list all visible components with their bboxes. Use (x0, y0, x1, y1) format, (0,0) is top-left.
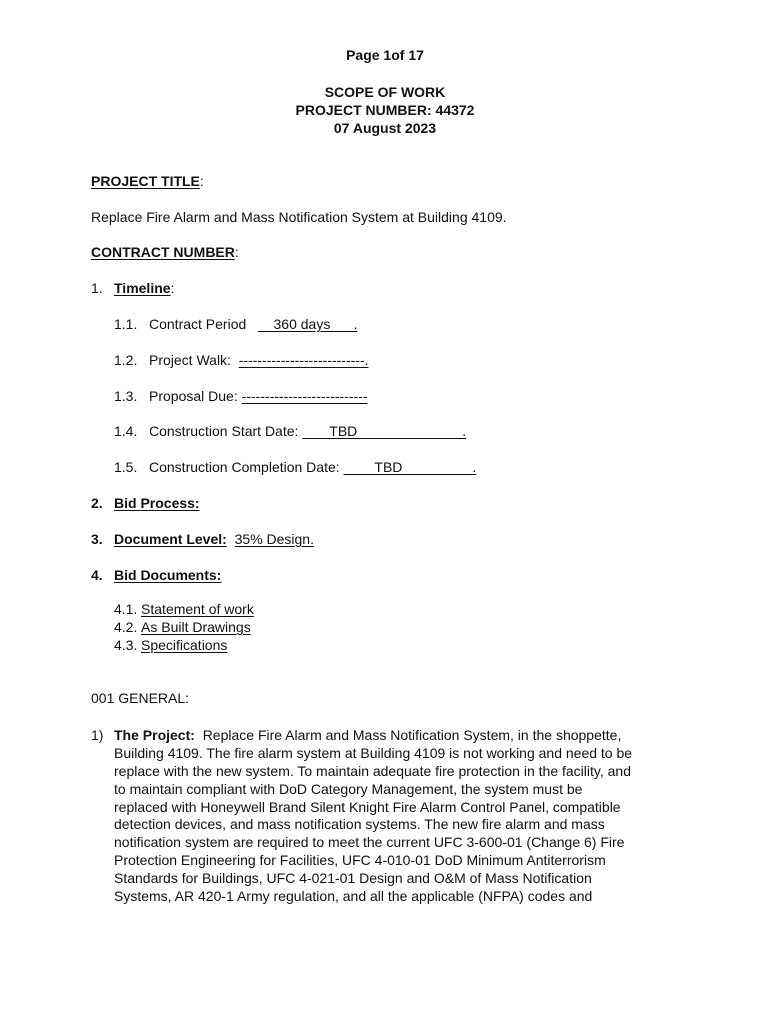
general-item-line: replace with the new system. To maintain adequate fire protection in the facility, and (114, 763, 631, 779)
timeline-item-project-walk (114, 352, 137, 369)
bid-documents-heading: Bid Documents: (114, 567, 222, 583)
project-title-heading (91, 173, 204, 190)
page-number: Page 1of 17 (346, 47, 424, 63)
bid-process-number: 2. (91, 495, 103, 511)
general-item-line: Standards for Buildings, UFC 4-021-01 Design and O&M of Mass Notification (114, 870, 592, 886)
timeline-item-number: 1.2. (114, 352, 138, 368)
bid-document-number: 4.1. (114, 601, 138, 617)
timeline-item-value: ---------------------------. (238, 352, 369, 368)
timeline-number: 1. (91, 280, 103, 296)
bid-document-statement-of-work[interactable]: Statement of work (141, 601, 254, 617)
bid-process-heading: Bid Process: (114, 495, 200, 511)
timeline-item-proposal-due-text (149, 388, 368, 405)
general-item-line: Replace Fire Alarm and Mass Notification System, in the shoppette, (202, 727, 622, 743)
timeline-item-value: 360 days . (257, 316, 358, 332)
bid-document-item (114, 601, 137, 618)
document-title: SCOPE OF WORK (324, 84, 446, 100)
timeline-item-number: 1.5. (114, 459, 138, 475)
bid-documents-number: 4. (91, 567, 103, 583)
timeline-item-label: Project Walk: (149, 352, 231, 368)
general-item-title: The Project: (114, 727, 195, 743)
timeline-colon: : (170, 280, 175, 296)
timeline-item-label: Construction Start Date: (149, 423, 299, 439)
timeline-title (114, 280, 174, 297)
timeline-item-number: 1.3. (114, 388, 138, 404)
contract-number-colon: : (234, 244, 239, 260)
timeline-item-project-walk-text (149, 352, 369, 369)
bid-document-item (114, 619, 137, 636)
timeline-heading (91, 280, 103, 297)
bid-document-number: 4.3. (114, 637, 138, 653)
contract-number-heading (91, 244, 239, 261)
general-item-line: detection devices, and mass notification systems. The new fire alarm and mass (114, 816, 605, 832)
project-number: PROJECT NUMBER: 44372 (295, 102, 475, 118)
document-level-label: Document Level: (114, 531, 227, 547)
timeline-item-completion-date (114, 459, 137, 476)
document-date: 07 August 2023 (333, 120, 437, 136)
timeline-item-proposal-due (114, 388, 137, 405)
document-level-number: 3. (91, 531, 103, 547)
timeline-item-contract-period-text (149, 316, 358, 333)
timeline-item-number: 1.1. (114, 316, 138, 332)
general-item-line: to maintain compliant with DoD Category Management, the system must be (114, 781, 583, 797)
bid-document-as-built-drawings[interactable]: As Built Drawings (141, 619, 251, 635)
timeline-item-start-date-text (149, 423, 466, 440)
timeline-label: Timeline (114, 280, 171, 296)
bid-document-specifications[interactable]: Specifications (141, 637, 228, 653)
timeline-item-label: Proposal Due: (149, 388, 238, 404)
general-item-line: notification system are required to meet the current UFC 3-600-01 (Change 6) Fire (114, 834, 625, 850)
general-item-line: Protection Engineering for Facilities, UFC 4-010-01 DoD Minimum Antiterrorism (114, 852, 606, 868)
timeline-item-value: TBD . (343, 459, 477, 475)
project-title-label: PROJECT TITLE (91, 173, 200, 189)
general-item-number: 1) (91, 727, 104, 743)
project-title-colon: : (199, 173, 204, 189)
general-heading: 001 GENERAL: (91, 690, 190, 706)
timeline-item-value: --------------------------- (241, 388, 368, 404)
timeline-item-value: TBD . (302, 423, 467, 439)
general-item-first-line (114, 727, 621, 744)
timeline-item-number: 1.4. (114, 423, 138, 439)
timeline-item-completion-date-text (149, 459, 476, 476)
timeline-item-contract-period (114, 316, 137, 333)
timeline-item-label: Contract Period (149, 316, 247, 332)
general-item-line: Systems, AR 420-1 Army regulation, and all the applicable (NFPA) codes and (114, 888, 593, 904)
timeline-item-label: Construction Completion Date: (149, 459, 340, 475)
general-item-line: replaced with Honeywell Brand Silent Knight Fire Alarm Control Panel, compatible (114, 799, 621, 815)
timeline-item-start-date (114, 423, 137, 440)
project-title-value: Replace Fire Alarm and Mass Notification System at Building 4109. (91, 209, 507, 225)
document-level-value: 35% Design. (234, 531, 314, 547)
general-item-line: Building 4109. The fire alarm system at Building 4109 is not working and need to be (114, 745, 633, 761)
bid-document-number: 4.2. (114, 619, 138, 635)
bid-document-item (114, 637, 137, 654)
document-level-heading (114, 531, 314, 548)
contract-number-label: CONTRACT NUMBER (91, 244, 235, 260)
